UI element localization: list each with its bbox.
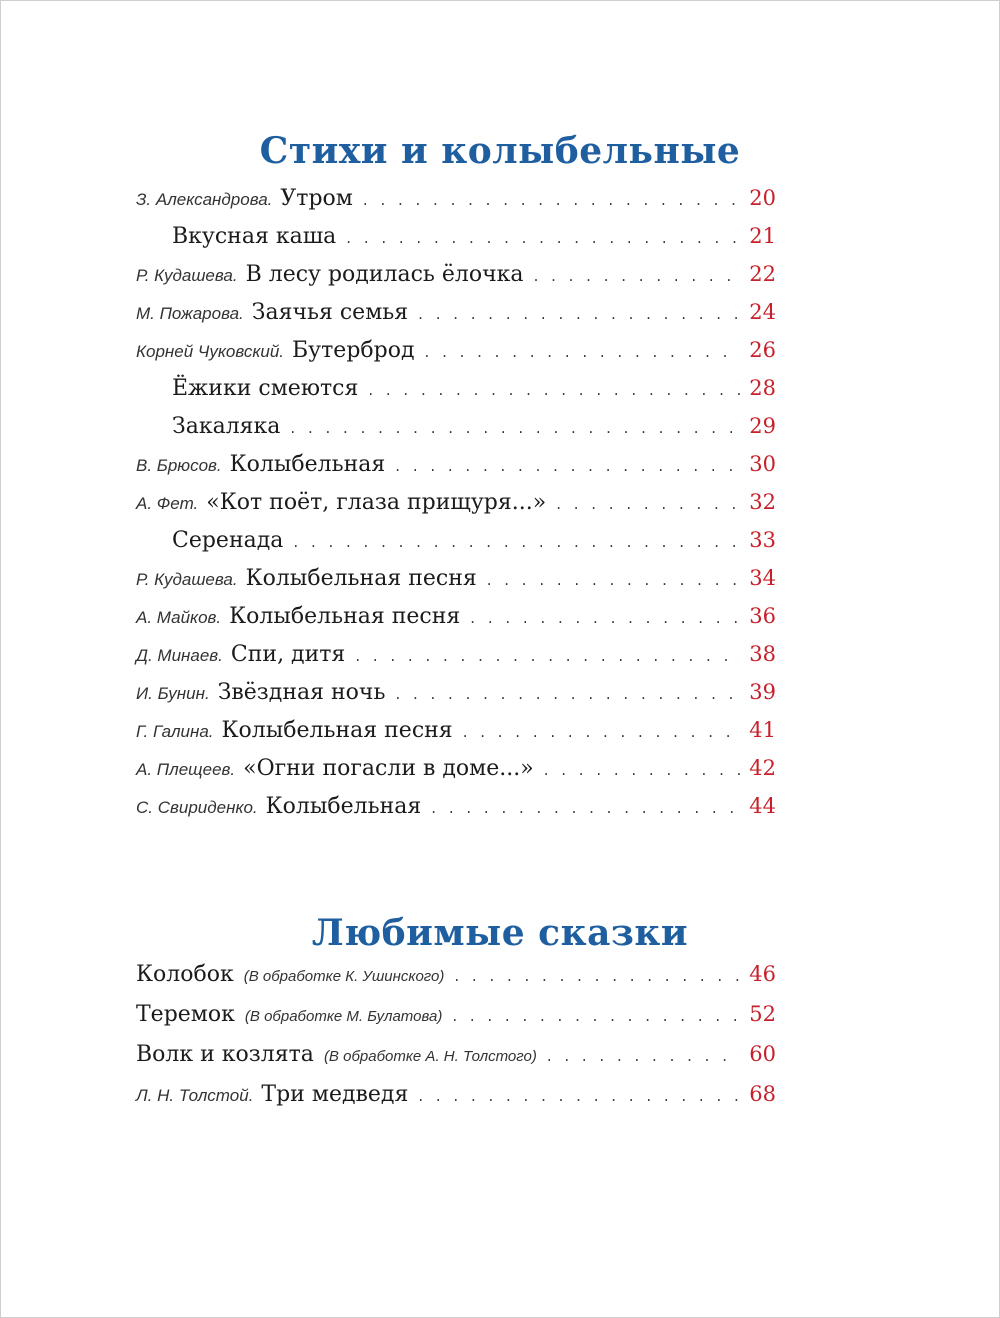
dot-leader <box>463 723 740 741</box>
toc-entry-page-number: 68 <box>749 1082 776 1106</box>
toc-entry-title: Утром <box>280 186 353 211</box>
toc-entry-page-number: 29 <box>749 414 776 438</box>
toc-entry-author: В. Брюсов. <box>136 456 222 475</box>
dot-leader <box>452 1007 740 1025</box>
toc-entry[interactable] <box>136 414 776 452</box>
toc-entry-title: Заячья семья <box>251 300 409 325</box>
toc-entry[interactable] <box>136 338 776 376</box>
dot-leader <box>431 799 740 817</box>
toc-entry-page-number: 32 <box>749 490 776 514</box>
toc-entry[interactable] <box>136 962 776 1002</box>
toc-entry[interactable] <box>136 718 776 756</box>
dot-leader <box>395 685 740 703</box>
dot-leader <box>418 1087 740 1105</box>
toc-entry[interactable] <box>136 452 776 490</box>
dot-leader <box>368 381 740 399</box>
toc-entry-author: З. Александрова. <box>136 190 273 209</box>
toc-entry-title: Колыбельная песня <box>221 718 453 743</box>
toc-entry-title: Колобок <box>136 962 234 987</box>
toc-entry-author: Г. Галина. <box>136 722 214 741</box>
toc-entry-page-number: 44 <box>749 794 776 818</box>
toc-entry-title: Закаляка <box>172 414 281 439</box>
toc-entry[interactable] <box>136 794 776 832</box>
toc-entry-title: Три медведя <box>261 1082 409 1107</box>
toc-entry-title: Теремок <box>136 1002 235 1027</box>
toc-list-tales <box>136 962 776 1122</box>
toc-list-poems <box>136 186 776 832</box>
toc-entry-title: «Кот поёт, глаза прищуря...» <box>206 490 547 515</box>
toc-entry-title: Волк и козлята <box>136 1042 314 1067</box>
dot-leader <box>556 495 740 513</box>
dot-leader <box>470 609 740 627</box>
toc-entry[interactable] <box>136 376 776 414</box>
toc-entry-title: Колыбельная песня <box>229 604 461 629</box>
dot-leader <box>418 305 740 323</box>
toc-entry-author: А. Майков. <box>136 608 222 627</box>
section-title-poems: Стихи и колыбельные <box>259 130 741 172</box>
toc-entry-title: Колыбельная песня <box>245 566 477 591</box>
dot-leader <box>363 191 740 209</box>
toc-entry-title: Ёжики смеются <box>172 376 359 401</box>
toc-entry[interactable] <box>136 756 776 794</box>
toc-entry-title: Бутерброд <box>292 338 415 363</box>
toc-entry-author: И. Бунин. <box>136 684 210 703</box>
toc-entry-page-number: 60 <box>749 1042 776 1066</box>
toc-entry-title: Звёздная ночь <box>217 680 386 705</box>
toc-entry-title: Спи, дитя <box>230 642 346 667</box>
toc-entry-author: А. Фет. <box>136 494 199 513</box>
toc-entry-author: Л. Н. Толстой. <box>136 1086 254 1105</box>
toc-entry-page-number: 26 <box>749 338 776 362</box>
toc-entry-note: (В обработке А. Н. Толстого) <box>323 1048 537 1065</box>
toc-entry-page-number: 39 <box>749 680 776 704</box>
toc-entry-author: М. Пожарова. <box>136 304 244 323</box>
toc-entry-author: Р. Кудашева. <box>136 570 238 589</box>
toc-entry-title: Колыбельная <box>265 794 422 819</box>
dot-leader <box>534 267 740 285</box>
toc-entry-title: В лесу родилась ёлочка <box>245 262 524 287</box>
section-title-tales: Любимые сказки <box>311 912 689 954</box>
toc-entry[interactable] <box>136 186 776 224</box>
toc-entry-page-number: 20 <box>749 186 776 210</box>
toc-entry-page-number: 28 <box>749 376 776 400</box>
toc-entry-page-number: 21 <box>749 224 776 248</box>
toc-entry[interactable] <box>136 680 776 718</box>
toc-entry-page-number: 46 <box>749 962 776 986</box>
toc-entry-page-number: 42 <box>749 756 776 780</box>
toc-entry-page-number: 22 <box>749 262 776 286</box>
toc-entry[interactable] <box>136 642 776 680</box>
toc-entry-page-number: 36 <box>749 604 776 628</box>
toc-entry[interactable] <box>136 490 776 528</box>
toc-entry-title: Колыбельная <box>229 452 386 477</box>
toc-entry-page-number: 41 <box>749 718 776 742</box>
toc-entry-note: (В обработке М. Булатова) <box>244 1008 443 1025</box>
toc-entry-author: Д. Минаев. <box>136 646 223 665</box>
toc-entry-page-number: 38 <box>749 642 776 666</box>
toc-entry-title: Серенада <box>172 528 284 553</box>
toc-entry[interactable] <box>136 1042 776 1082</box>
toc-entry[interactable] <box>136 262 776 300</box>
toc-entry-author: Корней Чуковский. <box>136 342 285 361</box>
dot-leader <box>547 1047 740 1065</box>
toc-entry-author: Р. Кудашева. <box>136 266 238 285</box>
dot-leader <box>346 229 740 247</box>
toc-entry[interactable] <box>136 1002 776 1042</box>
toc-entry[interactable] <box>136 604 776 642</box>
dot-leader <box>395 457 740 475</box>
dot-leader <box>293 533 740 551</box>
toc-entry-page-number: 34 <box>749 566 776 590</box>
dot-leader <box>355 647 740 665</box>
toc-entry[interactable] <box>136 1082 776 1122</box>
dot-leader <box>487 571 740 589</box>
dot-leader <box>544 761 740 779</box>
toc-entry-author: С. Свириденко. <box>136 798 258 817</box>
toc-entry-author: А. Плещеев. <box>136 760 236 779</box>
toc-entry[interactable] <box>136 528 776 566</box>
toc-entry-page-number: 52 <box>749 1002 776 1026</box>
toc-entry[interactable] <box>136 224 776 262</box>
dot-leader <box>290 419 740 437</box>
toc-entry-page-number: 33 <box>749 528 776 552</box>
toc-entry-page-number: 30 <box>749 452 776 476</box>
toc-entry[interactable] <box>136 300 776 338</box>
toc-entry-title: Вкусная каша <box>172 224 337 249</box>
dot-leader <box>425 343 740 361</box>
toc-entry[interactable] <box>136 566 776 604</box>
toc-entry-title: «Огни погасли в доме...» <box>243 756 534 781</box>
dot-leader <box>454 967 740 985</box>
toc-entry-note: (В обработке К. Ушинского) <box>243 968 445 985</box>
toc-entry-page-number: 24 <box>749 300 776 324</box>
